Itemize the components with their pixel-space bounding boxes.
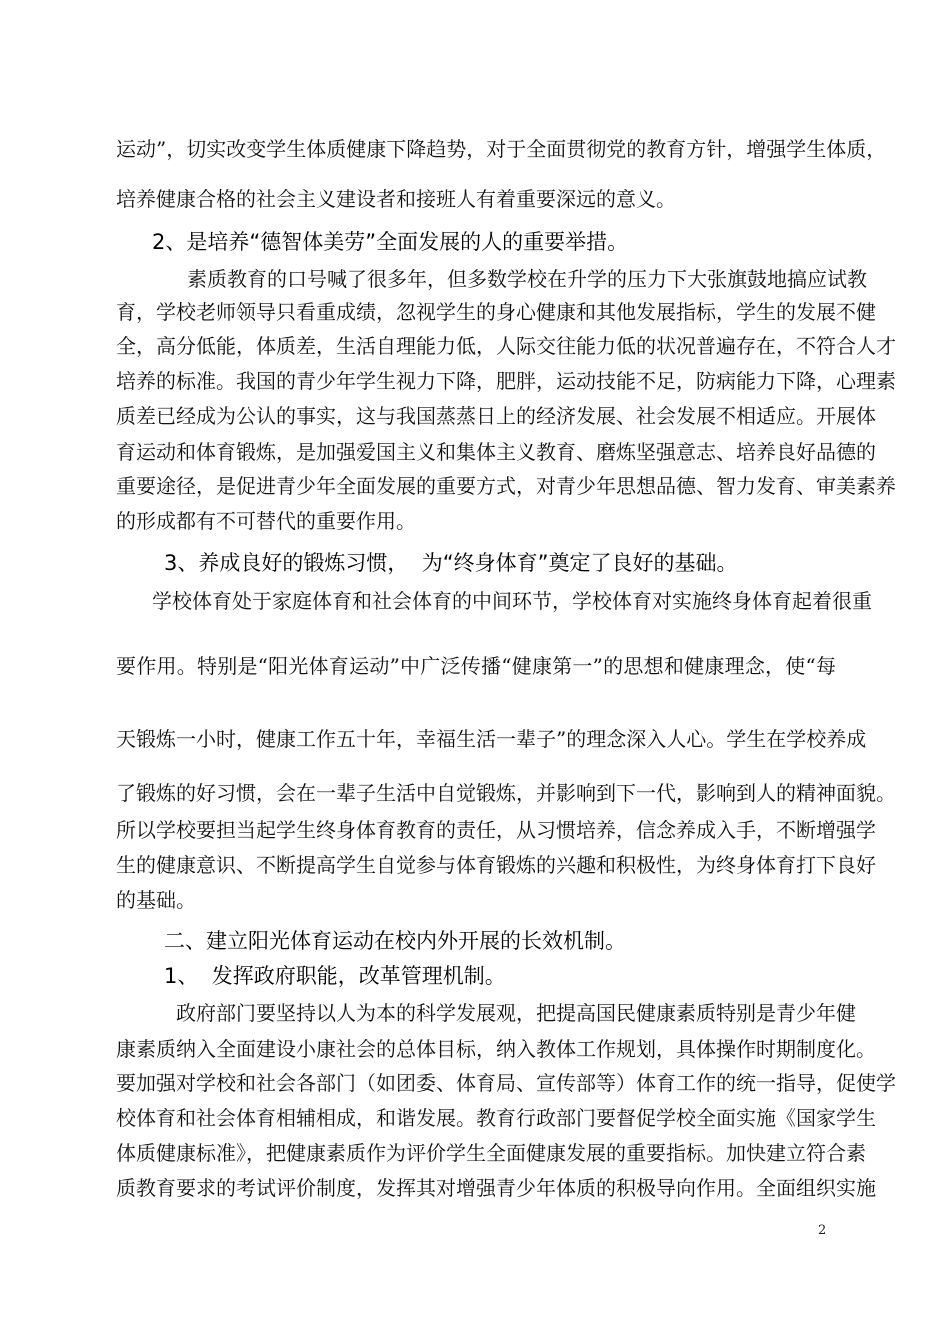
- text-line: 要加强对学校和社会各部门（如团委、体育局、宣传部等）体育工作的统一指导，促使学: [116, 1071, 896, 1095]
- text-line: 培养的标准。我国的青少年学生视力下降，肥胖，运动技能不足，防病能力下降，心理素: [116, 369, 896, 393]
- text-line: 育运动和体育锻炼，是加强爱国主义和集体主义教育、磨炼坚强意志、培养良好品德的: [116, 440, 876, 464]
- text-line: 了锻炼的好习惯，会在一辈子生活中自觉锻炼，并影响到下一代，影响到人的精神面貌。: [116, 781, 896, 805]
- text-line: 生的健康意识、不断提高学生自觉参与体育锻炼的兴趣和积极性，为终身体育打下良好: [116, 853, 876, 877]
- text-line: 天锻炼一小时，健康工作五十年，幸福生活一辈子”的理念深入人心。学生在学校养成: [116, 727, 867, 751]
- section-heading: 3、养成良好的锻炼习惯， 为“终身体育”奠定了良好的基础。: [164, 551, 738, 575]
- text-line: 学校体育处于家庭体育和社会体育的中间环节，学校体育对实施终身体育起着很重: [152, 589, 872, 613]
- text-line: 所以学校要担当起学生终身体育教育的责任，从习惯培养，信念养成入手，不断增强学: [116, 818, 876, 842]
- page-number: 2: [818, 1223, 827, 1238]
- text-line: 质差已经成为公认的事实，这与我国蒸蒸日上的经济发展、社会发展不相适应。开展体: [116, 404, 876, 428]
- text-line: 育，学校老师领导只看重成绩，忽视学生的身心健康和其他发展指标，学生的发展不健: [116, 300, 876, 324]
- text-line: 康素质纳入全面建设小康社会的总体目标，纳入教体工作规划，具体操作时期制度化。: [116, 1037, 876, 1061]
- text-line: 的形成都有不可替代的重要作用。: [116, 509, 416, 533]
- text-line: 政府部门要坚持以人为本的科学发展观，把提高国民健康素质特别是青少年健: [176, 1001, 856, 1025]
- text-line: 素质教育的口号喊了很多年，但多数学校在升学的压力下大张旗鼓地搞应试教: [187, 267, 867, 291]
- text-line: 培养健康合格的社会主义建设者和接班人有着重要深远的意义。: [116, 187, 676, 211]
- text-line: 校体育和社会体育相辅相成，和谐发展。教育行政部门要督促学校全面实施《国家学生: [116, 1106, 876, 1130]
- text-line: 的基础。: [116, 888, 196, 912]
- text-line: 要作用。特别是“阳光体育运动”中广泛传播“健康第一”的思想和健康理念，使“每: [116, 654, 836, 678]
- text-line: 体质健康标准》，把健康素质作为评价学生全面健康发展的重要指标。加快建立符合素: [116, 1141, 866, 1165]
- section-heading: 二、建立阳光体育运动在校内外开展的长效机制。: [164, 929, 626, 953]
- section-heading: 2、是培养“德智体美劳”全面发展的人的重要举措。: [152, 230, 629, 254]
- text-line: 重要途径，是促进青少年全面发展的重要方式，对青少年思想品德、智力发育、审美素养: [116, 474, 896, 498]
- text-line: 全，高分低能，体质差，生活自理能力低，人际交往能力低的状况普遍存在，不符合人才: [116, 334, 896, 358]
- text-line: 质教育要求的考试评价制度，发挥其对增强青少年体质的积极导向作用。全面组织实施: [116, 1176, 876, 1200]
- sub-heading: 1、 发挥政府职能，改革管理机制。: [164, 964, 506, 988]
- text-line: 运动”，切实改变学生体质健康下降趋势，对于全面贯彻党的教育方针，增强学生体质，: [116, 137, 887, 161]
